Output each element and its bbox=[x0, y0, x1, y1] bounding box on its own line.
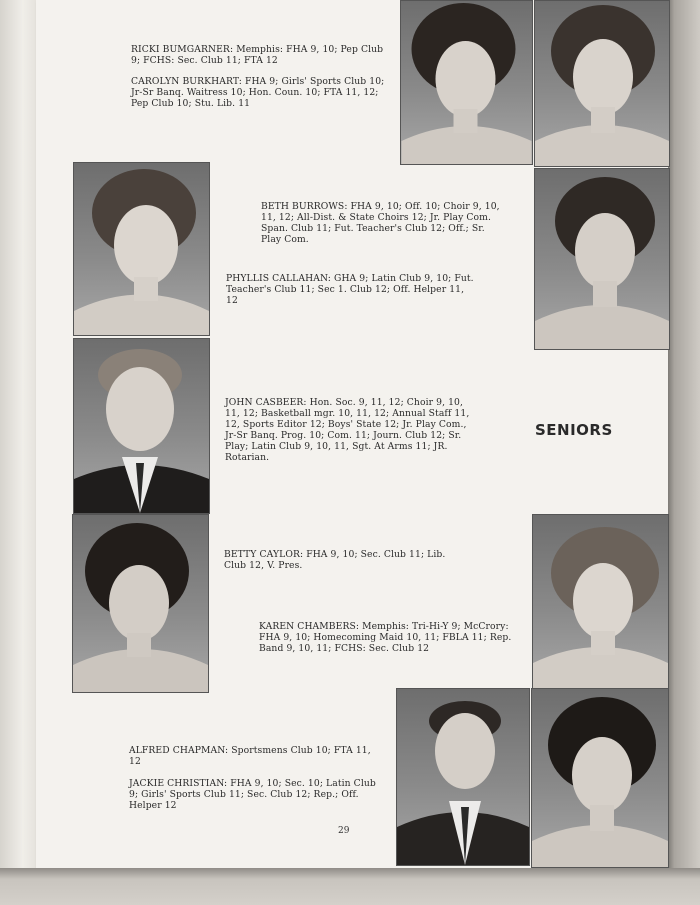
portrait-silhouette bbox=[74, 163, 209, 335]
portrait-silhouette bbox=[73, 515, 208, 692]
bio-ricki-bumgarner bbox=[131, 44, 386, 66]
bio-betty-caylor bbox=[224, 549, 462, 571]
portrait-phyllis-callahan bbox=[534, 168, 670, 350]
student-details: FHA 9, 10; Sec. 10; Latin Club 9; Girls' Sports Club 11; Sec. Club 12; Rep.; Off. Helper 12 bbox=[129, 778, 376, 811]
student-name: PHYLLIS CALLAHAN: bbox=[226, 273, 331, 284]
portrait-silhouette bbox=[535, 169, 669, 349]
bio-jackie-christian bbox=[129, 778, 381, 811]
portrait-ricki-bumgarner bbox=[400, 0, 533, 165]
student-details: Memphis: FHA 9, 10; Pep Club 9; FCHS: Sec. Club 11; FTA 12 bbox=[131, 44, 384, 66]
section-title: SENIORS bbox=[535, 421, 613, 439]
bio-john-casbeer bbox=[225, 397, 480, 463]
portrait-carolyn-burkhart bbox=[534, 0, 670, 167]
bio-alfred-chapman bbox=[129, 745, 374, 767]
bio-carolyn-burkhart bbox=[131, 76, 386, 109]
student-name: BETH BURROWS: bbox=[261, 201, 348, 212]
portrait-silhouette bbox=[535, 1, 669, 166]
page-bottom-shadow bbox=[0, 868, 700, 905]
portrait-john-casbeer bbox=[73, 338, 210, 514]
book-binding bbox=[0, 0, 38, 905]
portrait-silhouette bbox=[397, 689, 529, 865]
portrait-karen-chambers bbox=[532, 514, 669, 690]
portrait-betty-caylor bbox=[72, 514, 209, 693]
student-details: FHA 9; Girls' Sports Club 10; Jr-Sr Banq. Waitress 10; Hon. Coun. 10; FTA 11, 12; Pep Club 10; Stu. Lib. 11 bbox=[131, 76, 385, 109]
bio-beth-burrows bbox=[261, 201, 503, 245]
student-name: KAREN CHAMBERS: bbox=[259, 621, 360, 632]
portrait-silhouette bbox=[533, 515, 668, 689]
page-number: 29 bbox=[338, 826, 350, 836]
student-details: FHA 9, 10; Sec. Club 11; Lib. Club 12, V. Pres. bbox=[224, 549, 446, 571]
student-details: Sportsmens Club 10; FTA 11, 12 bbox=[129, 745, 371, 767]
student-name: CAROLYN BURKHART: bbox=[131, 76, 242, 87]
page-edge-shadow bbox=[668, 0, 700, 868]
student-details: Memphis: Tri-Hi-Y 9; McCrory: FHA 9, 10; Homecoming Maid 10, 11; FBLA 11; Rep. Band 9, 10, 11; FCHS: Sec. Club 12 bbox=[259, 621, 512, 654]
portrait-jackie-christian bbox=[531, 688, 669, 868]
student-details: Hon. Soc. 9, 11, 12; Choir 9, 10, 11, 12; Basketball mgr. 10, 11, 12; Annual Staff 11, 12, Sports Editor 12; Boys' State 12; Jr. Play Com., Jr-Sr Banq. Prog. 10; Com. 11; Journ. Club 12; Sr. Play; Latin Club 9, 10, 11, Sgt. At Arms 11; JR. Rotarian. bbox=[225, 397, 470, 463]
student-name: RICKI BUMGARNER: bbox=[131, 44, 234, 55]
portrait-alfred-chapman bbox=[396, 688, 530, 866]
student-details: FHA 9, 10; Off. 10; Choir 9, 10, 11, 12; All-Dist. & State Choirs 12; Jr. Play Com. Span. Club 11; Fut. Teacher's Club 12; Off.; Sr. Play Com. bbox=[261, 201, 500, 245]
portrait-silhouette bbox=[532, 689, 668, 867]
student-name: JOHN CASBEER: bbox=[225, 397, 307, 408]
student-name: JACKIE CHRISTIAN: bbox=[129, 778, 228, 789]
bio-phyllis-callahan bbox=[226, 273, 476, 306]
student-name: BETTY CAYLOR: bbox=[224, 549, 304, 560]
portrait-beth-burrows bbox=[73, 162, 210, 336]
student-name: ALFRED CHAPMAN: bbox=[129, 745, 229, 756]
portrait-silhouette bbox=[401, 1, 532, 164]
portrait-silhouette bbox=[74, 339, 209, 513]
student-details: GHA 9; Latin Club 9, 10; Fut. Teacher's Club 11; Sec 1. Club 12; Off. Helper 11, 12 bbox=[226, 273, 474, 306]
bio-karen-chambers bbox=[259, 621, 521, 654]
